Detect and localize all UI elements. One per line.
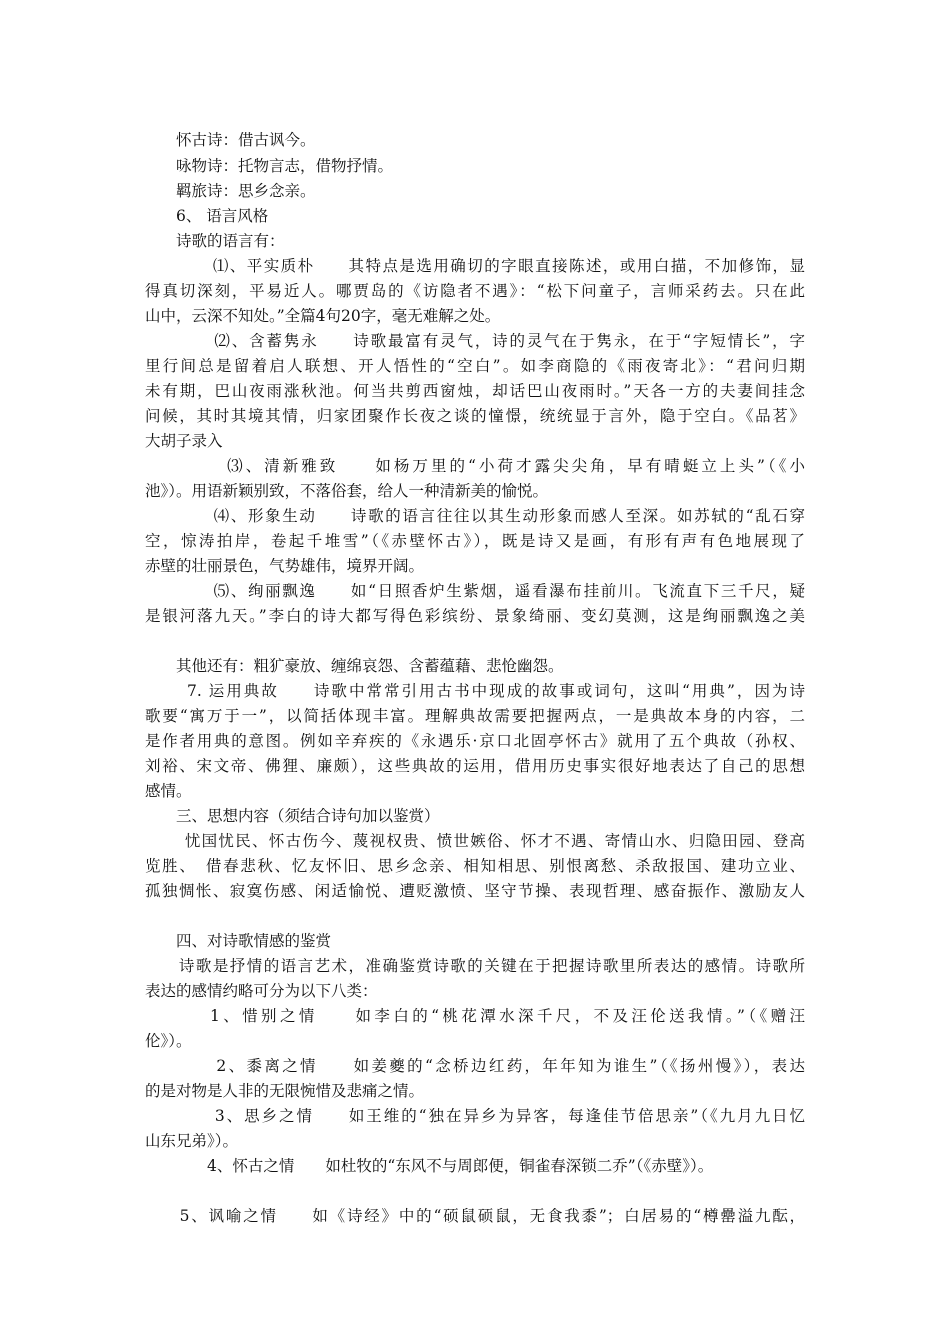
- text-line: 1、惜别之情 如李白的“桃花潭水深千尺，不及汪伦送我情。”（《赠汪: [145, 1007, 805, 1025]
- text-line: 4、怀古之情 如杜牧的“东风不与周郎便，铜雀春深锁二乔”（《赤壁》）。: [145, 1157, 714, 1175]
- text-line: 是作者用典的意图。例如辛弃疾的《永遇乐·京口北固亭怀古》就用了五个典故（孙权、: [145, 732, 805, 750]
- section-heading: 6、 语言风格: [145, 207, 269, 225]
- text-line: ⑴、平实质朴 其特点是选用确切的字眼直接陈述，或用白描，不加修饰，显: [145, 257, 805, 275]
- text-line: 诗歌是抒情的语言艺术，准确鉴赏诗歌的关键在于把握诗歌里所表达的感情。诗歌所: [145, 957, 805, 975]
- text-line: ⑷、形象生动 诗歌的语言往往以其生动形象而感人至深。如苏轼的“乱石穿: [145, 507, 805, 525]
- text-line: 歌要“寓万于一”，以简括体现丰富。理解典故需要把握两点，一是典故本身的内容，二: [145, 707, 805, 725]
- text-line: 孤独惆怅、寂寞伤感、闲适愉悦、遭贬激愤、坚守节操、表现哲理、感奋振作、激励友人: [145, 882, 805, 900]
- text-line: 是银河落九天。”李白的诗大都写得色彩缤纷、景象绮丽、变幻莫测，这是绚丽飘逸之美: [145, 607, 805, 625]
- text-line: 的是对物是人非的无限惋惜及悲痛之情。: [145, 1082, 425, 1100]
- text-line: 诗歌的语言有：: [145, 232, 285, 250]
- text-line: 空，惊涛拍岸，卷起千堆雪”（《赤壁怀古》），既是诗又是画，有形有声有色地展现了: [145, 532, 805, 550]
- text-line: 伦》）。: [145, 1032, 192, 1050]
- text-line: 未有期，巴山夜雨涨秋池。何当共剪西窗烛，却话巴山夜雨时。”天各一方的夫妻间挂念: [145, 382, 805, 400]
- text-line: 3、思乡之情 如王维的“独在异乡为异客，每逢佳节倍思亲”（《九月九日忆: [145, 1107, 805, 1125]
- text-line: 其他还有：粗犷豪放、缠绵哀怨、含蓄蕴藉、悲怆幽怨。: [145, 657, 564, 675]
- text-line: 怀古诗：借古讽今。: [145, 131, 316, 149]
- section-heading: 四、对诗歌情感的鉴赏: [145, 932, 332, 950]
- text-line: 问候，其时其境其情，归家团聚作长夜之谈的憧憬，统统显于言外，隐于空白。《品茗》: [145, 407, 805, 425]
- text-line: 5、讽喻之情 如《诗经》中的“硕鼠硕鼠，无食我黍”；白居易的“樽罍溢九酝，: [145, 1207, 805, 1225]
- text-line: ⑸、绚丽飘逸 如“日照香炉生紫烟，遥看瀑布挂前川。飞流直下三千尺，疑: [145, 582, 805, 600]
- text-line: 感情。: [145, 782, 192, 800]
- text-line: 忧国忧民、怀古伤今、蔑视权贵、愤世嫉俗、怀才不遇、寄情山水、归隐田园、登高: [145, 832, 805, 850]
- text-line: 览胜、 借春悲秋、忆友怀旧、思乡念亲、相知相思、别恨离愁、杀敌报国、建功立业、: [145, 857, 805, 875]
- text-line: 山中，云深不知处。”全篇4句20字，毫无难解之处。: [145, 307, 501, 325]
- text-line: 山东兄弟》）。: [145, 1132, 239, 1150]
- text-line: 里行间总是留着启人联想、开人悟性的“空白”。如李商隐的《雨夜寄北》：“君问归期: [145, 357, 805, 375]
- section-heading: 三、思想内容（须结合诗句加以鉴赏）: [145, 807, 440, 825]
- text-line: 大胡子录入: [145, 432, 223, 450]
- text-line: 2、黍离之情 如姜夔的“念桥边红药，年年知为谁生”（《扬州慢》），表达: [145, 1057, 805, 1075]
- text-line: ⑶、清新雅致 如杨万里的“小荷才露尖尖角，早有晴蜓立上头”（《小: [145, 457, 805, 475]
- text-line: 表达的感情约略可分为以下八类：: [145, 982, 378, 1000]
- text-line: ⑵、含蓄隽永 诗歌最富有灵气，诗的灵气在于隽永，在于“字短情长”，字: [145, 332, 805, 350]
- text-line: 刘裕、宋文帝、佛狸、廉颇），这些典故的运用，借用历史事实很好地表达了自己的思想: [145, 757, 805, 775]
- text-line: 赤壁的壮丽景色，气势雄伟，境界开阔。: [145, 557, 425, 575]
- text-line: 池》）。用语新颖别致，不落俗套，给人一种清新美的愉悦。: [145, 482, 549, 500]
- text-line: 咏物诗：托物言志，借物抒情。: [145, 157, 394, 175]
- text-line: 得真切深刻，平易近人。哪贾岛的《访隐者不遇》：“松下问童子，言师采药去。只在此: [145, 282, 805, 300]
- text-line: 羁旅诗：思乡念亲。: [145, 182, 316, 200]
- text-line: 7. 运用典故 诗歌中常常引用古书中现成的故事或词句，这叫“用典”，因为诗: [145, 682, 805, 700]
